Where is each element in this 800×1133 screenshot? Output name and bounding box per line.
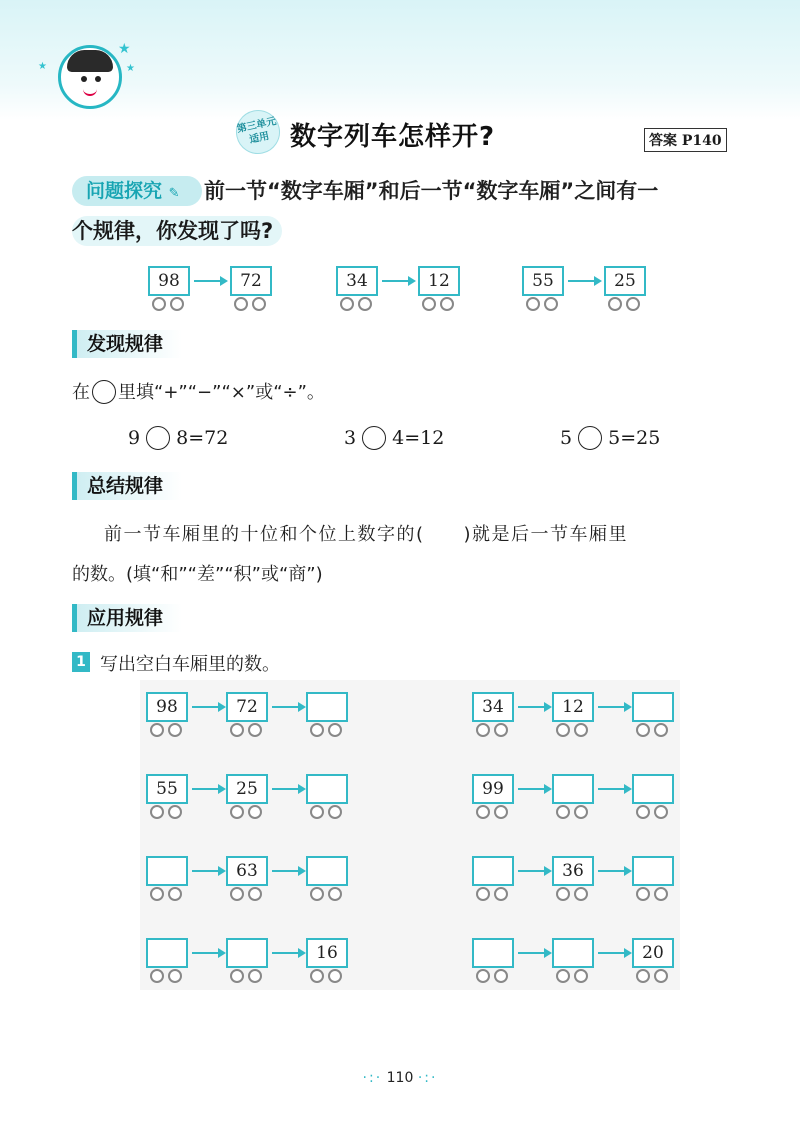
- wheel-icon: [476, 723, 490, 737]
- arrow-icon: [598, 706, 630, 708]
- blank-train-car[interactable]: [552, 774, 594, 804]
- unit-badge: 第三单元 适用: [232, 106, 284, 158]
- answer-reference: 答案 P140: [644, 128, 727, 152]
- wheel-icon: [230, 969, 244, 983]
- blank-train-car[interactable]: [306, 692, 348, 722]
- wheel-icon: [310, 805, 324, 819]
- train-car: 98: [148, 266, 190, 296]
- wheel-icon: [654, 969, 668, 983]
- train-car: 16: [306, 938, 348, 968]
- question-tag: 问题探究 ✎: [72, 176, 202, 206]
- wheel-icon: [248, 969, 262, 983]
- exercise-train: [146, 774, 356, 822]
- blank-train-car[interactable]: [146, 856, 188, 886]
- wheel-icon: [636, 723, 650, 737]
- section-heading-summary: 总结规律: [72, 472, 182, 500]
- blank-train-car[interactable]: [146, 938, 188, 968]
- exercise-train: [146, 692, 356, 740]
- blank-train-car[interactable]: [472, 938, 514, 968]
- train-car: 98: [146, 692, 188, 722]
- operator-blank[interactable]: [578, 426, 602, 450]
- arrow-icon: [598, 788, 630, 790]
- wheel-icon: [574, 805, 588, 819]
- problem-number: 1: [72, 652, 90, 672]
- exercise-train: [472, 856, 682, 904]
- arrow-icon: [568, 280, 600, 282]
- mascot-avatar: [58, 45, 122, 109]
- question-text-line1: 前一节“数字车厢”和后一节“数字车厢”之间有一: [204, 179, 659, 203]
- wheel-icon: [556, 969, 570, 983]
- example-train: [148, 266, 278, 314]
- wheel-icon: [310, 887, 324, 901]
- exercise-train: [472, 774, 682, 822]
- wheel-icon: [310, 969, 324, 983]
- wheel-icon: [476, 969, 490, 983]
- pencil-icon: ✎: [168, 186, 180, 201]
- wheel-icon: [230, 723, 244, 737]
- wheel-icon: [168, 969, 182, 983]
- problem-text: 写出空白车厢里的数。: [100, 654, 280, 675]
- star-icon: ★: [126, 63, 135, 74]
- blank-train-car[interactable]: [632, 856, 674, 886]
- blank-train-car[interactable]: [632, 692, 674, 722]
- wheel-icon: [230, 887, 244, 901]
- train-car: 12: [418, 266, 460, 296]
- arrow-icon: [382, 280, 414, 282]
- wheel-icon: [310, 723, 324, 737]
- wheel-icon: [494, 723, 508, 737]
- arrow-icon: [194, 280, 226, 282]
- arrow-icon: [192, 788, 224, 790]
- star-icon: ★: [38, 61, 47, 72]
- train-car: 72: [226, 692, 268, 722]
- operator-blank[interactable]: [146, 426, 170, 450]
- wheel-icon: [230, 805, 244, 819]
- train-car: 99: [472, 774, 514, 804]
- arrow-icon: [192, 952, 224, 954]
- wheel-icon: [248, 723, 262, 737]
- summary-line2: 的数。(填“和”“差”“积”或“商”): [72, 564, 323, 585]
- train-car: 25: [604, 266, 646, 296]
- wheel-icon: [636, 887, 650, 901]
- arrow-icon: [272, 952, 304, 954]
- wheel-icon: [636, 969, 650, 983]
- arrow-icon: [192, 870, 224, 872]
- train-car: 36: [552, 856, 594, 886]
- wheel-icon: [328, 805, 342, 819]
- wheel-icon: [476, 805, 490, 819]
- wheel-icon: [494, 887, 508, 901]
- equation-1: 9 8 =72: [128, 427, 229, 449]
- wheel-icon: [150, 887, 164, 901]
- section-heading-apply: 应用规律: [72, 604, 182, 632]
- wheel-icon: [150, 805, 164, 819]
- summary-line1: 前一节车厢里的十位和个位上数字的( )就是后一节车厢里: [104, 524, 629, 545]
- blank-train-car[interactable]: [306, 856, 348, 886]
- discover-instruction: 在 里填“+”“−”“×”或“÷”。: [72, 382, 325, 403]
- wheel-icon: [556, 887, 570, 901]
- wheel-icon: [574, 723, 588, 737]
- operator-blank[interactable]: [362, 426, 386, 450]
- wheel-icon: [654, 723, 668, 737]
- wheel-icon: [476, 887, 490, 901]
- blank-train-car[interactable]: [306, 774, 348, 804]
- question-text-line2: 个规律，你发现了吗?: [72, 219, 274, 243]
- exercise-train: [146, 938, 356, 986]
- blank-train-car[interactable]: [552, 938, 594, 968]
- exercise-train: [146, 856, 356, 904]
- example-train: [336, 266, 466, 314]
- train-car: 34: [472, 692, 514, 722]
- train-car: 25: [226, 774, 268, 804]
- train-car: 72: [230, 266, 272, 296]
- page-number: ·:· 110 ·:·: [362, 1070, 438, 1086]
- arrow-icon: [518, 788, 550, 790]
- wheel-icon: [494, 805, 508, 819]
- wheel-icon: [556, 723, 570, 737]
- arrow-icon: [518, 952, 550, 954]
- wheel-icon: [328, 723, 342, 737]
- wheel-icon: [328, 887, 342, 901]
- arrow-icon: [272, 870, 304, 872]
- train-car: 55: [146, 774, 188, 804]
- page-title: 数字列车怎样开?: [290, 122, 496, 152]
- train-car: 34: [336, 266, 378, 296]
- wheel-icon: [248, 805, 262, 819]
- section-heading-discover: 发现规律: [72, 330, 182, 358]
- equation-2: 3 4 =12: [344, 427, 445, 449]
- arrow-icon: [598, 952, 630, 954]
- arrow-icon: [272, 706, 304, 708]
- exercise-train: [472, 692, 682, 740]
- blank-train-car[interactable]: [226, 938, 268, 968]
- wheel-icon: [168, 805, 182, 819]
- wheel-icon: [328, 969, 342, 983]
- wheel-icon: [168, 723, 182, 737]
- wheel-icon: [556, 805, 570, 819]
- header-band: [0, 0, 800, 120]
- wheel-icon: [654, 887, 668, 901]
- equation-3: 5 5 =25: [560, 427, 661, 449]
- exercise-train: [472, 938, 682, 986]
- arrow-icon: [518, 706, 550, 708]
- wheel-icon: [494, 969, 508, 983]
- blank-train-car[interactable]: [472, 856, 514, 886]
- blank-train-car[interactable]: [632, 774, 674, 804]
- wheel-icon: [574, 887, 588, 901]
- arrow-icon: [272, 788, 304, 790]
- wheel-icon: [150, 969, 164, 983]
- wheel-icon: [654, 805, 668, 819]
- arrow-icon: [598, 870, 630, 872]
- wheel-icon: [248, 887, 262, 901]
- wheel-icon: [636, 805, 650, 819]
- example-train: [522, 266, 652, 314]
- arrow-icon: [518, 870, 550, 872]
- train-car: 55: [522, 266, 564, 296]
- wheel-icon: [168, 887, 182, 901]
- wheel-icon: [150, 723, 164, 737]
- star-icon: ★: [118, 41, 131, 57]
- wheel-icon: [574, 969, 588, 983]
- train-car: 63: [226, 856, 268, 886]
- operator-circle-icon: [92, 380, 116, 404]
- arrow-icon: [192, 706, 224, 708]
- train-car: 12: [552, 692, 594, 722]
- train-car: 20: [632, 938, 674, 968]
